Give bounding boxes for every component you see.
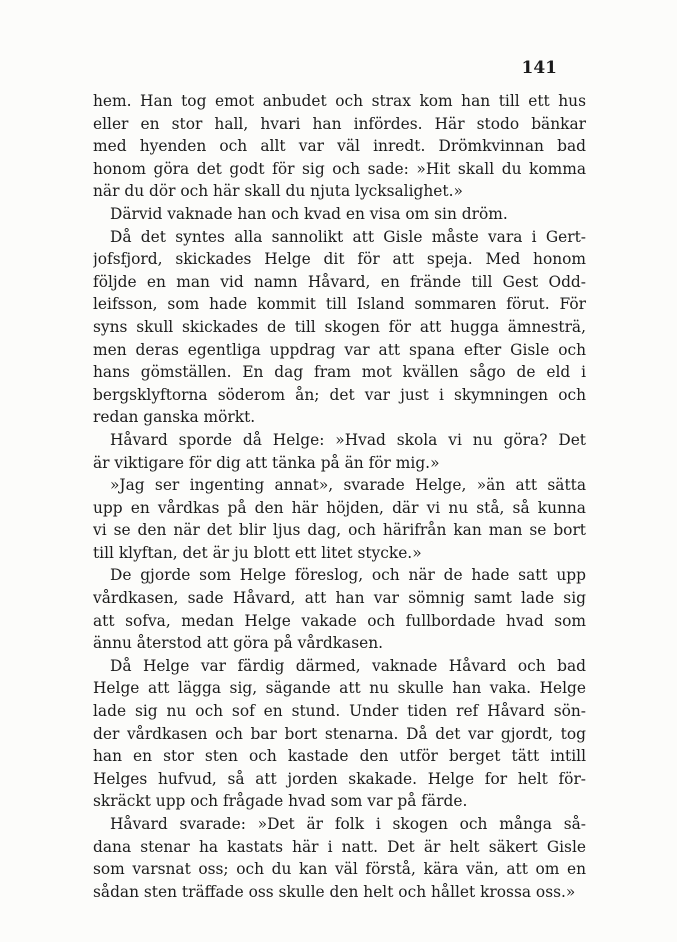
text-line: »Jag ser ingenting annat», svarade Helge, »än att sätta: [110, 476, 586, 495]
body-text: [93, 90, 586, 903]
text-line: Helges hufvud, så att jorden skakade. Helge for helt för-: [93, 769, 586, 788]
text-line: honom göra det godt för sig och sade: »Hit skall du komma: [93, 159, 586, 178]
text-line: bergsklyftorna söderom ån; det var just i skymningen och: [93, 385, 586, 404]
text-line: dana stenar ha kastats här i natt. Det är helt säkert Gisle: [93, 837, 586, 856]
text-line: vi se den när det blir ljus dag, och härifrån kan man se bort: [93, 521, 586, 540]
text-line: Då det syntes alla sannolikt att Gisle måste vara i Gert-: [110, 227, 586, 246]
text-line: vårdkasen, sade Håvard, att han var sömnig samt lade sig: [93, 589, 586, 608]
text-line: Då Helge var färdig därmed, vaknade Håvard och bad: [110, 656, 586, 675]
text-line: skräckt upp och frågade hvad som var på färde.: [93, 792, 468, 811]
text-line: Helge att lägga sig, sägande att nu skulle han vaka. Helge: [93, 679, 586, 698]
text-line: Håvard sporde då Helge: »Hvad skola vi nu göra? Det: [110, 430, 586, 449]
text-line: att sofva, medan Helge vakade och fullbordade hvad som: [93, 611, 586, 630]
text-line: redan ganska mörkt.: [93, 408, 256, 427]
text-line: som varsnat oss; och du kan väl förstå, kära vän, att om en: [93, 860, 586, 879]
text-line: De gjorde som Helge föreslog, och när de hade satt upp: [110, 566, 586, 585]
text-line: hem. Han tog emot anbudet och strax kom han till ett hus: [93, 92, 586, 110]
text-line: till klyftan, det är ju blott ett litet stycke.»: [93, 543, 422, 562]
text-line: sådan sten träffade oss skulle den helt och hållet krossa oss.»: [93, 882, 576, 901]
text-line: syns skull skickades de till skogen för att hugga ämnesträ,: [93, 317, 586, 336]
text-line: lade sig nu och sof en stund. Under tiden ref Håvard sön-: [93, 702, 586, 721]
text-line: när du dör och här skall du njuta lycksalighet.»: [93, 182, 463, 201]
text-line: der vårdkasen och bar bort stenarna. Då det var gjordt, tog: [93, 724, 586, 743]
text-line: Därvid vaknade han och kvad en visa om sin dröm.: [110, 204, 508, 223]
text-line: ännu återstod att göra på vårdkasen.: [93, 634, 384, 653]
page-number: 141: [521, 58, 557, 78]
text-line: leifsson, som hade kommit till Island sommaren förut. För: [93, 295, 586, 314]
text-line: med hyenden och allt var väl inredt. Drömkvinnan bad: [93, 137, 586, 156]
text-line: Håvard svarade: »Det är folk i skogen och många så-: [110, 815, 586, 833]
text-line: men deras egentliga uppdrag var att spana efter Gisle och: [93, 340, 586, 359]
text-line: upp en vårdkas på den här höjden, där vi nu stå, så kunna: [93, 498, 586, 517]
text-line: eller en stor hall, hvari han infördes. Här stodo bänkar: [93, 114, 586, 133]
text-line: han en stor sten och kastade den utför berget tätt intill: [93, 747, 586, 766]
text-line: är viktigare för dig att tänka på än för mig.»: [93, 453, 440, 472]
text-line: jofsfjord, skickades Helge dit för att speja. Med honom: [93, 250, 586, 269]
text-line: följde en man vid namn Håvard, en frände till Gest Odd-: [93, 272, 586, 291]
text-line: hans gömställen. En dag fram mot kvällen sågo de eld i: [93, 363, 586, 382]
